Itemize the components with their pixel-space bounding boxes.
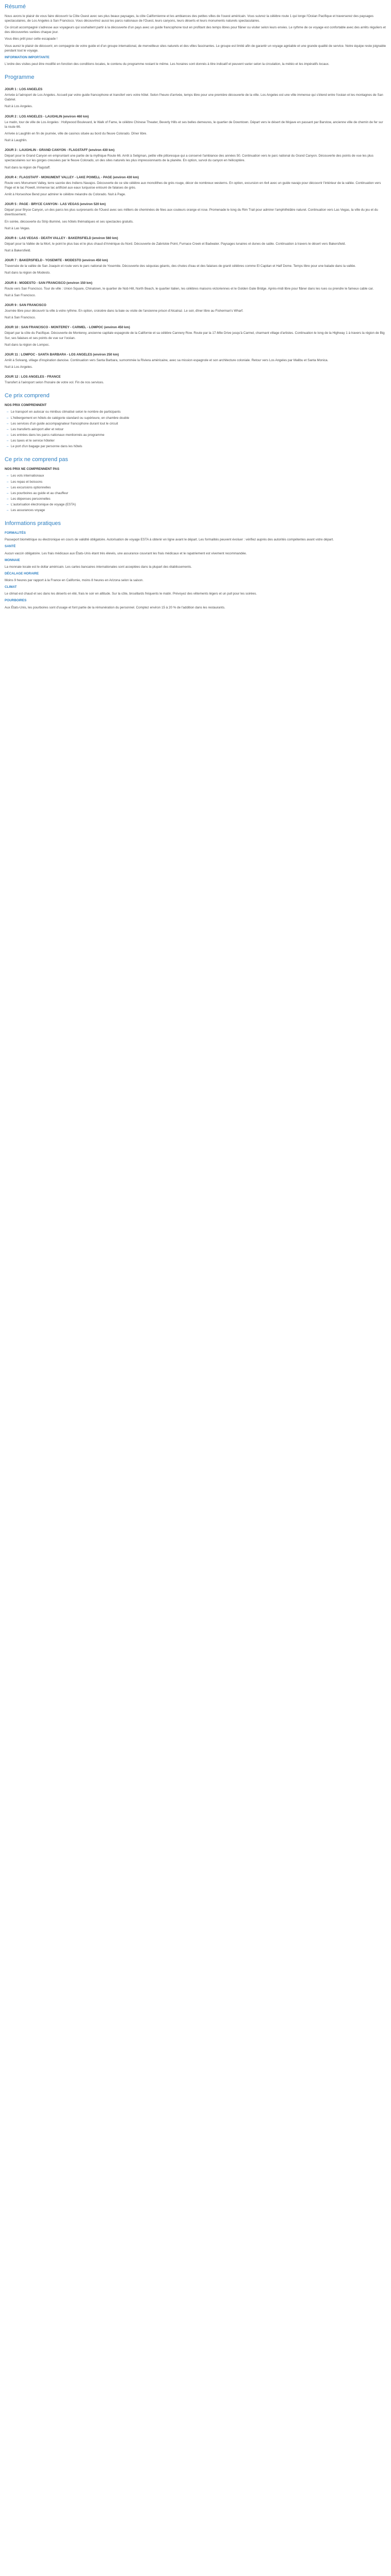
important-info <box>5 55 386 60</box>
info-text: Aucun vaccin obligatoire. Les frais médicaux aux États-Unis étant très élevés, une assurance couvrant les frais médicaux et le rapatriement est vivement recommandée. <box>5 551 247 555</box>
info-text: Le climat est chaud et sec dans les déserts en été, frais le soir en altitude. Sur la côte, brouillards fréquents le matin. Prévoyez des vêtements légers et un pull pour les soirées. <box>5 592 257 596</box>
day-text: Nuit dans la région de Modesto. <box>5 271 51 275</box>
day-text: Nuit à San Francisco. <box>5 316 36 320</box>
resume-paragraph: Nous avons le plaisir de vous faire découvrir la Côte Ouest avec ses plus beaux paysages, la côte Californienne et les ambiances des petites villes de l'ouest américain. Vous suivrez la célèbre route 1 qui longe l'Océan Pacifique et traverserez des paysages spectaculaires, de Los Angeles à San Francisco. Vous découvrirez aussi les parcs nationaux de l'Ouest, leurs canyons, leurs déserts et leurs monuments naturels spectaculaires. <box>5 14 374 23</box>
list-item: – Les entrées dans les parcs nationaux mentionnés au programme <box>11 433 386 437</box>
info-text: La monnaie locale est le dollar américain. Les cartes bancaires internationales sont acceptées dans la plupart des établissements. <box>5 565 192 569</box>
day-text: Nuit dans la région de Flagstaff. <box>5 165 51 170</box>
non-inclus-heading: NOS PRIX NE COMPRENNENT PAS <box>5 467 59 471</box>
day-block <box>5 202 386 231</box>
resume-paragraph: Vous êtes prêt pour cette escapade ! <box>5 37 58 41</box>
day-block <box>5 281 386 298</box>
list-item: – Les taxes et le service hôtelier <box>11 438 386 443</box>
day-title: JOUR 2 : LOS ANGELES - LAUGHLIN (environ 460 km) <box>5 114 89 118</box>
day-text: Le matin, tour de ville de Los Angeles : Hollywood Boulevard, le Walk of Fame, le célèbre Chinese Theater, Beverly Hills et ses belles demeures, le quartier de Downtown. Départ vers le désert de Mojave en passant par Barstow, ancienne ville de chemin de fer sur la route 66. <box>5 120 383 129</box>
list-item: – Les services d'un guide accompagnateur francophone durant tout le circuit <box>11 421 386 426</box>
non-inclus-title: Ce prix ne comprend pas <box>5 456 68 463</box>
list-item: – L'autorisation électronique de voyage (ESTA) <box>11 502 386 507</box>
day-text: Départ pour le Grand Canyon en empruntant une partie de la mythique Route 66. Arrêt à Seligman, petite ville pittoresque qui a conservé l'ambiance des années 50. Continuation vers le parc national du Grand Canyon. Découverte des points de vue les plus spectaculaires sur les gorges creusées par le fleuve Colorado, un des sites naturels les plus impressionnants de la planète. En option, survol du canyon en hélicoptère. <box>5 154 373 163</box>
programme-days <box>5 87 386 385</box>
day-title: JOUR 12 : LOS ANGELES - FRANCE <box>5 375 61 379</box>
programme-title: Programme <box>5 74 35 81</box>
day-block <box>5 325 386 347</box>
list-item: – Les assurances voyage <box>11 508 386 513</box>
info-label: CLIMAT <box>5 585 17 589</box>
page <box>0 0 391 618</box>
day-text: Départ pour la Vallée de la Mort, le point le plus bas et le plus chaud d'Amérique du Nord. Découverte de Zabriskie Point, Furnace Creek et Badwater. Paysages lunaires et dunes de sable. Continuation à travers le désert vers Bakersfield. <box>5 242 346 246</box>
day-block <box>5 236 386 253</box>
day-title: JOUR 1 : LOS ANGELES <box>5 88 43 91</box>
inclus-heading: NOS PRIX COMPRENNENT <box>5 403 47 408</box>
day-title: JOUR 5 : PAGE - BRYCE CANYON - LAS VEGAS (environ 520 km) <box>5 202 106 207</box>
inclus-list <box>5 410 386 449</box>
list-item: – Les vols internationaux <box>11 473 386 478</box>
day-title: JOUR 6 : LAS VEGAS - DEATH VALLEY - BAKERSFIELD (environ 560 km) <box>5 236 118 240</box>
important-text: L'ordre des visites peut être modifié en fonction des conditions locales, le contenu du programme restant le même. Les horaires sont donnés à titre indicatif et peuvent varier selon la circulation, la météo et les impératifs locaux. <box>5 62 330 66</box>
day-text: Nuit à Bakersfield. <box>5 249 31 252</box>
resume-title: Résumé <box>5 4 26 10</box>
day-title: JOUR 4 : FLAGSTAFF - MONUMENT VALLEY - LAKE POWELL - PAGE (environ 430 km) <box>5 175 139 179</box>
day-block <box>5 352 386 369</box>
day-block <box>5 175 386 197</box>
info-text: Aux États-Unis, les pourboires sont d'usage et font partie de la rémunération du personnel. Comptez environ 15 à 20 % de l'addition dans les restaurants. <box>5 605 225 609</box>
info-label: MONNAIE <box>5 558 20 562</box>
day-text: Journée libre pour découvrir la ville à votre rythme. En option, croisière dans la baie ou visite de l'ancienne prison d'Alcatraz. Le soir, dîner libre au Fisherman's Wharf. <box>5 309 243 313</box>
day-text: Départ par la côte du Pacifique. Découverte de Monterey, ancienne capitale espagnole de la Californie et sa célèbre Cannery Row. Route par la 17-Mile Drive jusqu'à Carmel, charmant village d'artistes. Continuation le long de la Highway 1 à travers la région de Big Sur, ses falaises et ses points de vue sur l'océan. <box>5 331 385 340</box>
day-text: Route vers Monument Valley, terre sacrée des Indiens Navajos. Découverte de ce site célèbre aux monolithes de grès rouge, décor de nombreux westerns. En option, excursion en 4x4 avec un guide navajo pour découvrir l'intérieur de la vallée. Continuation vers Page et le lac Powell, immense lac artificiel aux eaux turquoise entouré de falaises de grès. <box>5 181 381 190</box>
day-text: Nuit à Laughlin. <box>5 139 27 142</box>
resume-paragraph: Ce circuit accompagné s'adresse aux voyageurs qui souhaitent partir à la découverte d'un pays avec un guide francophone tout en profitant des temps libres pour flâner ou visiter selon leurs envies. Le rythme de ce voyage est confortable avec des arrêts réguliers et des découvertes variées chaque jour. <box>5 26 386 35</box>
day-text: Arrivée à l'aéroport de Los Angeles. Accueil par votre guide francophone et transfert vers votre hôtel. Selon l'heure d'arrivée, temps libre pour une première découverte de la ville. Los Angeles est une ville immense qui s'étend entre l'océan et les montagnes de San Gabriel. <box>5 93 383 102</box>
day-title: JOUR 10 : SAN FRANCISCO - MONTEREY - CARMEL - LOMPOC (environ 450 km) <box>5 326 130 330</box>
infos-sections <box>5 531 386 610</box>
day-block <box>5 258 386 275</box>
info-label: SANTÉ <box>5 545 16 549</box>
list-item: – Les excursions optionnelles <box>11 485 386 490</box>
day-title: JOUR 8 : MODESTO - SAN FRANCISCO (environ 150 km) <box>5 281 92 285</box>
day-text: Arrivée à Laughlin en fin de journée, ville de casinos située au bord du fleuve Colorado. Dîner libre. <box>5 131 148 135</box>
day-text: En soirée, découverte du Strip illuminé, ses hôtels thématiques et ses spectacles gratuits. <box>5 219 134 224</box>
day-text: Traversée de la vallée de San Joaquin et route vers le parc national de Yosemite. Découverte des séquoias géants, des chutes d'eau et des falaises de granit célèbres comme El Capitan et Half Dome. Temps libre pour une balade dans la vallée. <box>5 264 356 268</box>
day-block <box>5 148 386 170</box>
info-text: Passeport biométrique ou électronique en cours de validité obligatoire. Autorisation de voyage ESTA à obtenir en ligne avant le départ. Les formalités peuvent évoluer : vérifiez auprès des autorités compétentes avant votre départ. <box>5 538 334 542</box>
list-item: – Les pourboires au guide et au chauffeur <box>11 491 386 496</box>
day-text: Arrêt à Solvang, village d'inspiration danoise. Continuation vers Santa Barbara, surnommée la Riviera américaine, avec sa mission espagnole et son architecture coloniale. Retour vers Los Angeles par Malibu et Santa Monica. <box>5 358 329 362</box>
important-label: INFORMATION IMPORTANTE <box>5 55 50 59</box>
day-text: Nuit à Los Angeles. <box>5 365 33 369</box>
non-inclus-list <box>5 473 386 513</box>
infos-title: Informations pratiques <box>5 520 61 527</box>
day-text: Nuit à Los Angeles. <box>5 105 33 109</box>
list-item: – Les dépenses personnelles <box>11 497 386 501</box>
list-item: – Les repas et boissons <box>11 480 386 484</box>
day-text: Arrêt à Horseshoe Bend pour admirer le célèbre méandre du Colorado. Nuit à Page. <box>5 193 126 196</box>
day-text: Route vers San Francisco. Tour de ville : Union Square, Chinatown, le quartier de Nob Hill, North Beach, le quartier italien, les célèbres maisons victoriennes et le Golden Gate Bridge. Après-midi libre pour flâner dans les rues ou prendre le fameux cable car. <box>5 286 374 291</box>
day-block <box>5 375 386 385</box>
info-label: FORMALITÉS <box>5 531 26 535</box>
resume-body <box>5 14 386 66</box>
day-title: JOUR 9 : SAN FRANCISCO <box>5 303 46 307</box>
list-item: – Le port d'un bagage par personne dans les hôtels <box>11 444 386 449</box>
day-text: Transfert à l'aéroport selon l'horaire de votre vol. Fin de nos services. <box>5 381 104 385</box>
day-title: JOUR 11 : LOMPOC - SANTA BARBARA - LOS ANGELES (environ 250 km) <box>5 352 119 357</box>
day-title: JOUR 7 : BAKERSFIELD - YOSEMITE - MODESTO (environ 450 km) <box>5 259 108 263</box>
day-text: Nuit à San Francisco. <box>5 293 36 297</box>
info-label: DÉCALAGE HORAIRE <box>5 571 39 575</box>
list-item: – Les transferts aéroport aller et retour <box>11 427 386 432</box>
day-block <box>5 303 386 320</box>
info-label: POURBOIRES <box>5 599 27 603</box>
day-block <box>5 87 386 109</box>
info-text: Moins 9 heures par rapport à la France en Californie, moins 8 heures en Arizona selon la saison. <box>5 579 144 583</box>
resume-paragraph: Vous aurez le plaisir de découvrir, en compagnie de votre guide et d'un groupe international, de merveilleux sites naturels et des villes fascinantes. Le groupe est limité afin de garantir un voyage agréable et une grande qualité de service. Notre équipe reste joignable pendant tout le voyage. <box>5 44 386 53</box>
day-block <box>5 114 386 143</box>
day-text: Départ pour Bryce Canyon, un des parcs les plus surprenants de l'Ouest avec ses milliers de cheminées de fées aux couleurs orange et rose. Promenade le long du Rim Trail pour admirer l'amphithéâtre naturel. Continuation vers Las Vegas, la ville du jeu et du divertissement. <box>5 208 378 217</box>
list-item: – Le transport en autocar ou minibus climatisé selon le nombre de participants <box>11 410 386 414</box>
day-text: Nuit à Las Vegas. <box>5 226 30 230</box>
inclus-title: Ce prix comprend <box>5 393 50 399</box>
day-text: Nuit dans la région de Lompoc. <box>5 343 50 347</box>
day-title: JOUR 3 : LAUGHLIN - GRAND CANYON - FLAGSTAFF (environ 430 km) <box>5 148 115 152</box>
list-item: – L'hébergement en hôtels de catégorie standard ou supérieure, en chambre double <box>11 416 386 420</box>
